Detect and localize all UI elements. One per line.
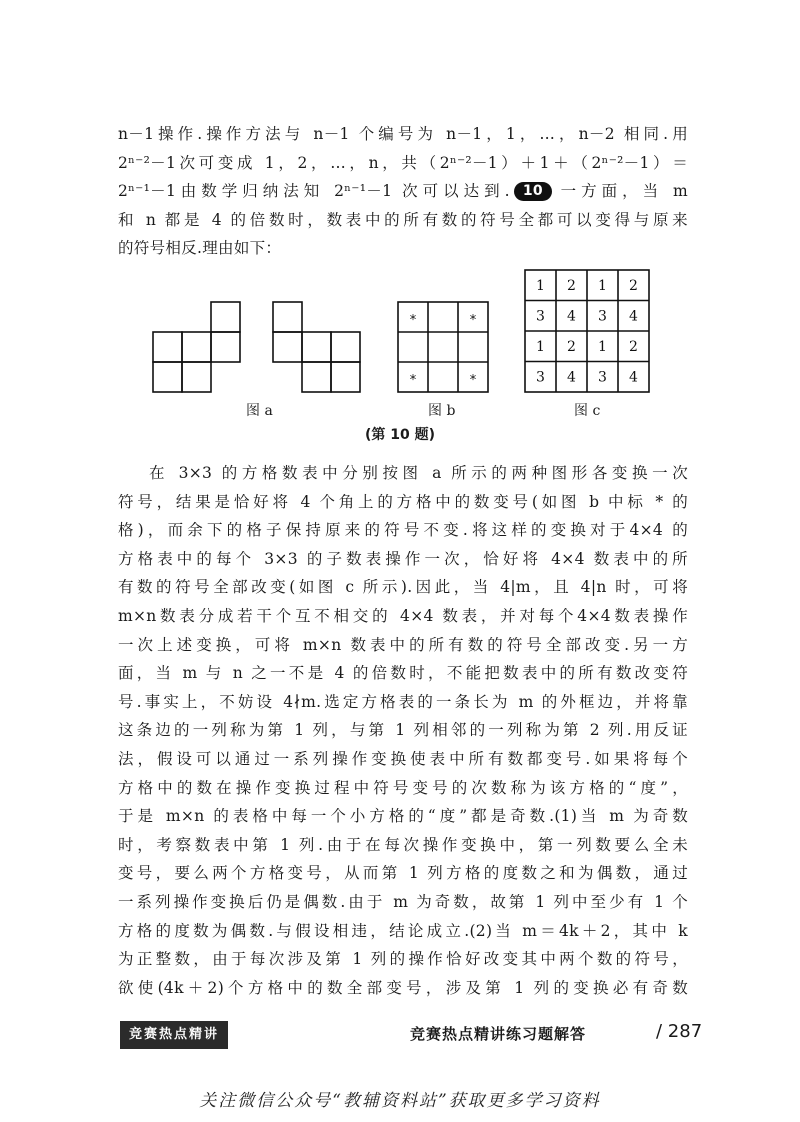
text-line: 一次上述变换，可将 m×n 数表中的所有数的符号全部改变.另一方 <box>118 635 688 654</box>
text-line: 法，假设可以通过一系列操作变换使表中所有数都变号.如果将每个 <box>118 749 688 768</box>
question-label: (第 10 题) <box>364 427 436 443</box>
grid-cell-value: 1 <box>536 278 545 294</box>
figure-a <box>150 300 370 394</box>
caption-figure-b: 图 b <box>428 403 456 419</box>
grid-cell-value: 2 <box>629 278 638 294</box>
grid-cell-value: 1 <box>598 339 607 355</box>
text-line: 这条边的一列称为第 1 列，与第 1 列相邻的一列称为第 2 列.用反证 <box>118 721 688 740</box>
page-number: / 287 <box>656 1021 703 1042</box>
text-line: 欲使(4k＋2)个方格中的数全部变号，涉及第 1 列的变换必有奇数 <box>118 978 688 997</box>
text-line: 在 3×3 的方格数表中分别按图 a 所示的两种图形各变换一次 <box>149 464 688 482</box>
text-segment: 2ⁿ⁻¹－1由数学归纳法知 2ⁿ⁻¹－1 次可以达到. <box>118 182 510 201</box>
grid-cell-value: 3 <box>598 308 607 325</box>
text-line <box>118 177 688 206</box>
figure-c <box>523 268 655 394</box>
text-line: 2ⁿ⁻²－1次可变成 1，2，…，n，共（2ⁿ⁻²－1）＋1＋（2ⁿ⁻²－1）＝ <box>118 153 688 172</box>
grid-cell-value: 1 <box>536 339 545 355</box>
text-line: 有数的符号全部改变(如图 c 所示).因此，当 4|m，且 4|n 时，可将 <box>118 578 688 597</box>
grid-cell-value: 2 <box>567 339 576 355</box>
text-line: 方格表中的每个 3×3 的子数表操作一次，恰好将 4×4 数表中的所 <box>118 549 688 568</box>
grid-cell-value: 3 <box>598 369 607 386</box>
grid-cell-value: 3 <box>536 308 545 325</box>
text-line: 方格的度数为偶数.与假设相违，结论成立.(2)当 m＝4k＋2，其中 k <box>118 921 688 940</box>
text-line: m×n数表分成若干个互不相交的 4×4 数表，并对每个4×4数表操作 <box>118 606 688 625</box>
paragraph-2 <box>118 459 688 1002</box>
text-line: 面，当 m 与 n 之一不是 4 的倍数时，不能把数表中的所有数改变符 <box>118 664 688 683</box>
text-line: 的符号相反.理由如下： <box>118 239 282 258</box>
watermark-text: 关注微信公众号“教辅资料站”获取更多学习资料 <box>199 1091 601 1111</box>
grid-cell-value: 1 <box>598 278 607 294</box>
text-line: 号.事实上，不妨设 4∤m.选定方格表的一条长为 m 的外框边，并将靠 <box>118 692 688 711</box>
text-line: 为正整数，由于每次涉及第 1 列的操作恰好改变其中两个数的符号， <box>118 950 688 969</box>
grid-cell-value: 2 <box>629 339 638 355</box>
grid-cell-value: 3 <box>536 369 545 386</box>
grid-cell-value: 4 <box>567 308 576 325</box>
text-line: n－1操作.操作方法与 n－1 个编号为 n－1，1，…，n－2 相同.用 <box>118 125 688 143</box>
footer-section-tag: 竞赛热点精讲 <box>120 1021 228 1049</box>
corner-star-mark: * <box>409 313 417 328</box>
text-line: 于是 m×n 的表格中每一个小方格的“度”都是奇数.(1)当 m 为奇数 <box>118 807 688 826</box>
text-line: 格)，而余下的格子保持原来的符号不变.将这样的变换对于4×4 的 <box>118 521 688 540</box>
corner-star-mark: * <box>409 373 417 388</box>
caption-figure-c: 图 c <box>574 403 601 419</box>
figure-b <box>396 300 492 394</box>
text-line: 一系列操作变换后仍是偶数.由于 m 为奇数，故第 1 列中至少有 1 个 <box>118 892 688 911</box>
grid-cell-value: 4 <box>629 308 638 325</box>
caption-figure-a: 图 a <box>246 403 273 419</box>
text-line: 符号，结果是恰好将 4 个角上的方格中的数变号(如图 b 中标 * 的 <box>118 492 688 511</box>
text-line: 方格中的数在操作变换过程中符号变号的次数称为该方格的“度”， <box>118 778 688 797</box>
text-segment: 一方面，当 m <box>555 182 688 201</box>
corner-star-mark: * <box>469 373 477 388</box>
paragraph-1 <box>118 120 688 263</box>
problem-number-badge: 10 <box>514 182 552 201</box>
grid-cell-value: 4 <box>629 369 638 386</box>
corner-star-mark: * <box>469 313 477 328</box>
text-line: 和 n 都是 4 的倍数时，数表中的所有数的符号全都可以变得与原来 <box>118 210 688 229</box>
text-line: 变号，要么两个方格变号，从而第 1 列方格的度数之和为偶数，通过 <box>118 864 688 883</box>
footer-book-title: 竞赛热点精讲练习题解答 <box>410 1025 587 1043</box>
grid-cell-value: 4 <box>567 369 576 386</box>
grid-cell-value: 2 <box>567 278 576 294</box>
text-line: 时，考察数表中第 1 列.由于在每次操作变换中，第一列数要么全未 <box>118 835 688 854</box>
